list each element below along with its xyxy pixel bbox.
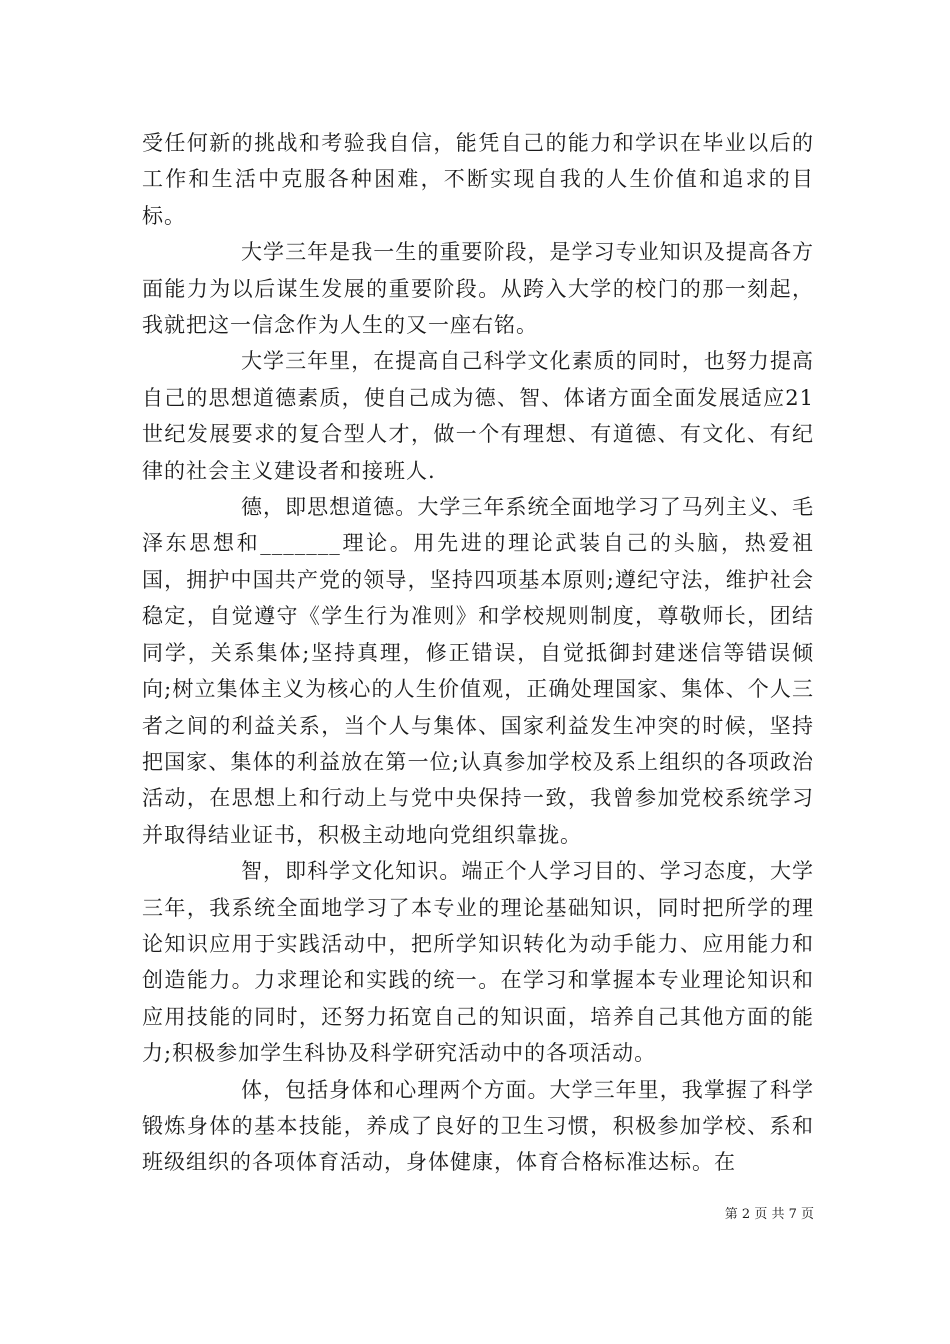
paragraph-overall-development: 大学三年里，在提高自己科学文化素质的同时，也努力提高自己的思想道德素质，使自己成为德、智、体诸方面全面发展适应21世纪发展要求的复合型人才，做一个有理想、有道德、有文化、有纪律的社会主义建设者和接班人. bbox=[142, 349, 814, 483]
paragraph-intellectual-education: 智，即科学文化知识。端正个人学习目的、学习态度，大学三年，我系统全面地学习了本专业的理论基础知识，同时把所学的理论知识应用于实践活动中，把所学知识转化为动手能力、应用能力和创造能力。力求理论和实践的统一。在学习和掌握本专业理论知识和应用技能的同时，还努力拓宽自己的知识面，培养自己其他方面的能力;积极参加学生科协及科学研究活动中的各项活动。 bbox=[142, 859, 814, 1066]
page-number-footer: 第 2 页 共 7 页 bbox=[724, 1207, 814, 1222]
document-body bbox=[142, 125, 814, 1181]
paragraph-university-stage: 大学三年是我一生的重要阶段，是学习专业知识及提高各方面能力为以后谋生发展的重要阶段。从跨入大学的校门的那一刻起，我就把这一信念作为人生的又一座右铭。 bbox=[142, 240, 814, 338]
paragraph-continuation: 受任何新的挑战和考验我自信，能凭自己的能力和学识在毕业以后的工作和生活中克服各种困难，不断实现自我的人生价值和追求的目标。 bbox=[142, 131, 814, 228]
paragraph-moral-education: 德，即思想道德。大学三年系统全面地学习了马列主义、毛泽东思想和_______理论。用先进的理论武装自己的头脑，热爱祖国，拥护中国共产党的领导，坚持四项基本原则;遵纪守法，维护社会稳定，自觉遵守《学生行为准则》和学校规则制度，尊敬师长，团结同学，关系集体;坚持真理，修正错误，自觉抵御封建迷信等错误倾向;树立集体主义为核心的人生价值观，正确处理国家、集体、个人三者之间的利益关系，当个人与集体、国家利益发生冲突的时候，坚持把国家、集体的利益放在第一位;认真参加学校及系上组织的各项政治活动，在思想上和行动上与党中央保持一致，我曾参加党校系统学习并取得结业证书，积极主动地向党组织靠拢。 bbox=[142, 495, 814, 847]
paragraph-physical-education: 体，包括身体和心理两个方面。大学三年里，我掌握了科学锻炼身体的基本技能，养成了良好的卫生习惯，积极参加学校、系和班级组织的各项体育活动，身体健康，体育合格标准达标。在 bbox=[142, 1077, 814, 1175]
